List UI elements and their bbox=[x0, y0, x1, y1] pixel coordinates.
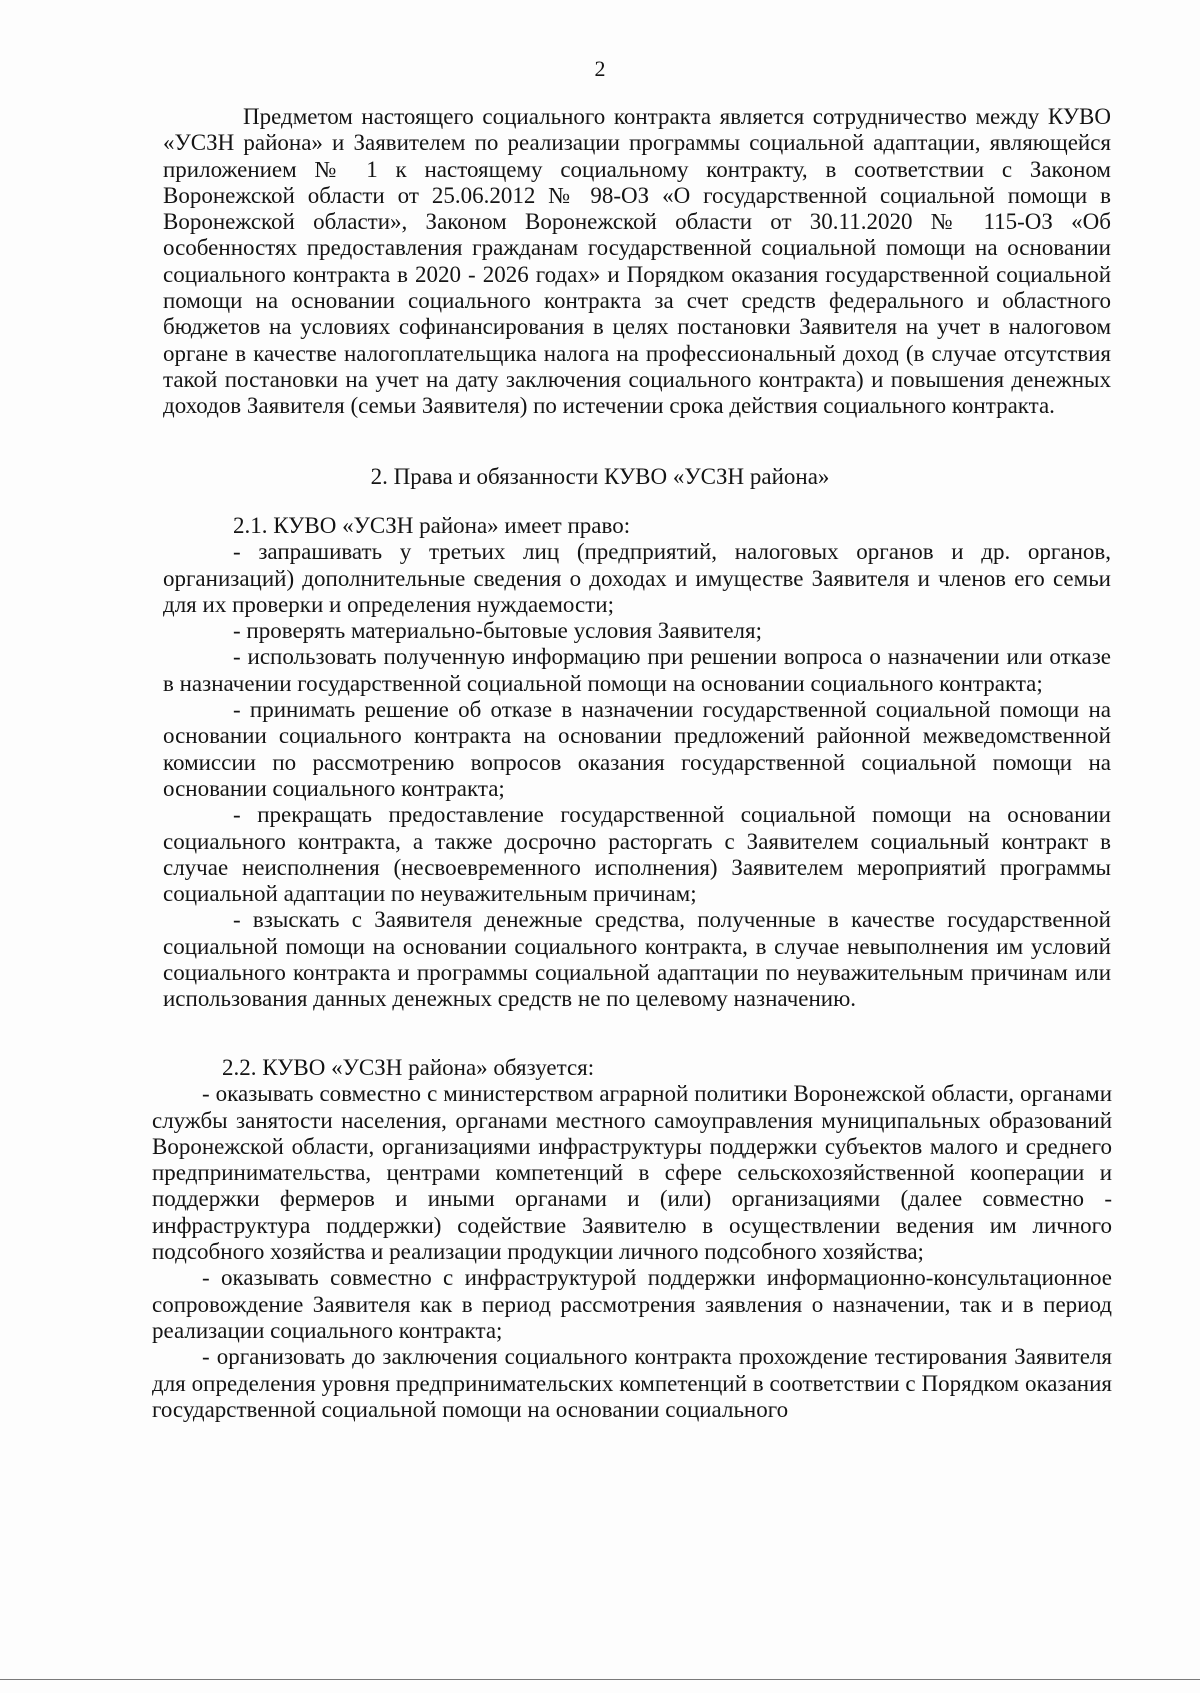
section-2-2-block bbox=[152, 1055, 1112, 1423]
section-2-1-block bbox=[163, 513, 1111, 1013]
section-2-heading: 2. Права и обязанности КУВО «УСЗН района» bbox=[370, 464, 830, 489]
scan-edge-line bbox=[0, 1679, 1200, 1680]
page-number: 2 bbox=[594, 56, 606, 81]
section-2-1-item: - принимать решение об отказе в назначении государственной социальной помощи на основании социального контракта на основании предложений районной межведомственной комиссии по рассмотрению вопросов оказания государственной социальной помощи на основании социального контракта; bbox=[163, 697, 1111, 801]
section-2-2-title: 2.2. КУВО «УСЗН района» обязуется: bbox=[222, 1055, 595, 1080]
section-2-1-item: - взыскать с Заявителя денежные средства, полученные в качестве государственной социальной помощи на основании социального контракта, в случае невыполнения им условий социального контракта и программы социальной адаптации по неуважительным причинам или использования данных денежных средств не по целевому назначению. bbox=[163, 907, 1111, 1012]
section-2-1-item: - использовать полученную информацию при решении вопроса о назначении или отказе в назначении государственной социальной помощи на основании социального контракта; bbox=[163, 644, 1111, 696]
section-2-2-item: - организовать до заключения социального контракта прохождение тестирования Заявителя для определения уровня предпринимательских компетенций в соответствии с Порядком оказания государственной социальной помощи на основании социального bbox=[152, 1344, 1112, 1422]
section-2-1-item: - запрашивать у третьих лиц (предприятий, налоговых органов и др. органов, организаций) дополнительные сведения о доходах и имуществе Заявителя и членов его семьи для их проверки и определения нуждаемости; bbox=[163, 539, 1111, 617]
section-2-2-item: - оказывать совместно с министерством аграрной политики Воронежской области, органами службы занятости населения, органами местного самоуправления муниципальных образований Воронежской области, организациями инфраструктуры поддержки субъектов малого и среднего предпринимательства, центрами компетенций в сфере сельскохозяйственной кооперации и поддержки фермеров и иными органами и (или) организациями (далее совместно - инфраструктура поддержки) содействие Заявителю в осуществлении ведения им личного подсобного хозяйства и реализации продукции личного подсобного хозяйства; bbox=[152, 1081, 1112, 1265]
intro-paragraph: Предметом настоящего социального контракта является сотрудничество между КУВО «УСЗН района» и Заявителем по реализации программы социальной адаптации, являющейся приложением № 1 к настоящему социальному контракту, в соответствии с Законом Воронежской области от 25.06.2012 № 98-ОЗ «О государственной социальной помощи в Воронежской области», Законом Воронежской области от 30.11.2020 № 115-ОЗ «Об особенностях предоставления гражданам государственной социальной помощи на основании социального контракта в 2020 - 2026 годах» и Порядком оказания государственной социальной помощи на основании социального контракта за счет средств федерального и областного бюджетов на условиях софинансирования в целях постановки Заявителя на учет в налоговом органе в качестве налогоплательщика налога на профессиональный доход (в случае отсутствия такой постановки на учет на дату заключения социального контракта) и повышения денежных доходов Заявителя (семьи Заявителя) по истечении срока действия социального контракта. bbox=[163, 104, 1111, 419]
intro-paragraph-block bbox=[163, 104, 1111, 420]
section-2-2-item: - оказывать совместно с инфраструктурой поддержки информационно-консультационное сопровождение Заявителя как в период рассмотрения заявления о назначении, так и в период реализации социального контракта; bbox=[152, 1265, 1112, 1343]
section-2-1-title: 2.1. КУВО «УСЗН района» имеет право: bbox=[233, 513, 631, 538]
section-2-1-item: - прекращать предоставление государственной социальной помощи на основании социального контракта, а также досрочно расторгать с Заявителем социальный контракт в случае неисполнения (несвоевременного исполнения) Заявителем мероприятий программы социальной адаптации по неуважительным причинам; bbox=[163, 802, 1111, 907]
section-2-1-item: - проверять материально-бытовые условия Заявителя; bbox=[233, 618, 762, 644]
